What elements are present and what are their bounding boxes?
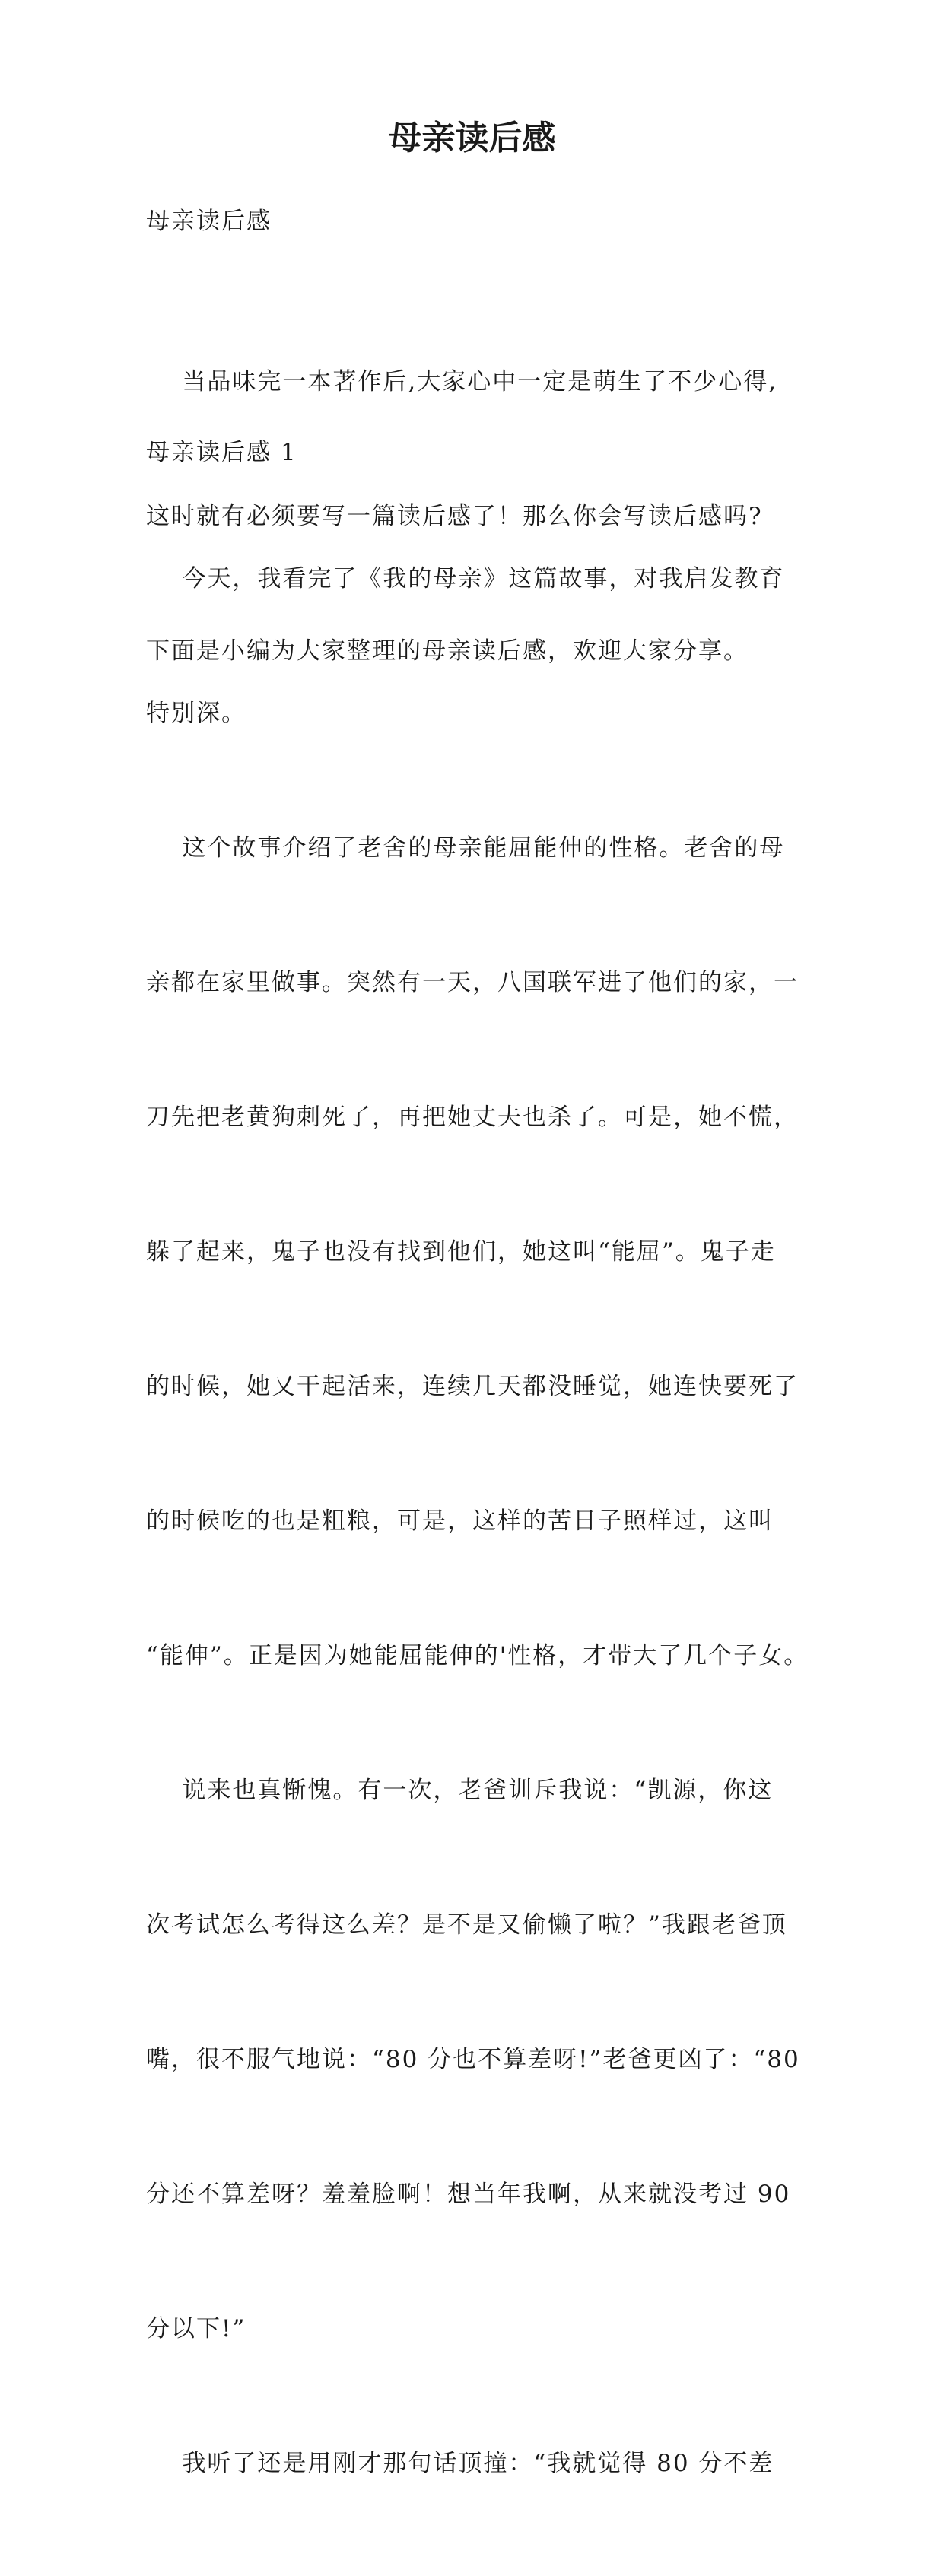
text-line: 我听了还是用刚才那句话顶撞：“我就觉得 80 分不差: [146, 2450, 774, 2477]
text-line: 的时候吃的也是粗粮，可是，这样的苦日子照样过，这叫: [146, 1507, 774, 1535]
document-title: 母亲读后感: [388, 119, 556, 157]
text-line: 说来也真惭愧。有一次，老爸训斥我说：“凯源，你这: [146, 1777, 774, 1804]
text-line: 分以下!”: [146, 2315, 246, 2343]
text-line: 的时候，她又干起活来，连续几天都没睡觉，她连快要死了: [146, 1373, 799, 1400]
text-line: 当品味完一本著作后,大家心中一定是萌生了不少心得,: [146, 368, 778, 395]
article-body: [146, 467, 808, 2576]
text-line: “能伸”。正是因为她能屈能伸的'性格，才带大了几个子女。: [146, 1642, 809, 1669]
document-subtitle: 母亲读后感: [146, 208, 272, 235]
text-line: 躲了起来，鬼子也没有找到他们，她这叫“能屈”。鬼子走: [146, 1238, 776, 1266]
text-line: 这个故事介绍了老舍的母亲能屈能伸的性格。老舍的母: [146, 834, 785, 862]
text-line: 亲都在家里做事。突然有一天，八国联军进了他们的家，一: [146, 969, 799, 996]
text-line: 嘴，很不服气地说：“80 分也不算差呀!”老爸更凶了：“80: [146, 2046, 800, 2073]
text-line: 次考试怎么考得这么差？是不是又偷懒了啦？”我跟老爸顶: [146, 1911, 787, 1939]
text-line: 刀先把老黄狗刺死了，再把她丈夫也杀了。可是，她不慌，: [146, 1104, 799, 1131]
section-heading: 母亲读后感 1: [146, 439, 297, 466]
text-line: 今天，我看完了《我的母亲》这篇故事，对我启发教育: [146, 565, 785, 592]
text-line: 这时就有必须要写一篇读后感了！那么你会写读后感吗?: [146, 503, 763, 530]
text-line: 分还不算差呀？羞羞脸啊！想当年我啊，从来就没考过 90: [146, 2181, 791, 2208]
text-line: 下面是小编为大家整理的母亲读后感，欢迎大家分享。: [146, 637, 749, 665]
text-line: 特别深。: [146, 700, 246, 727]
